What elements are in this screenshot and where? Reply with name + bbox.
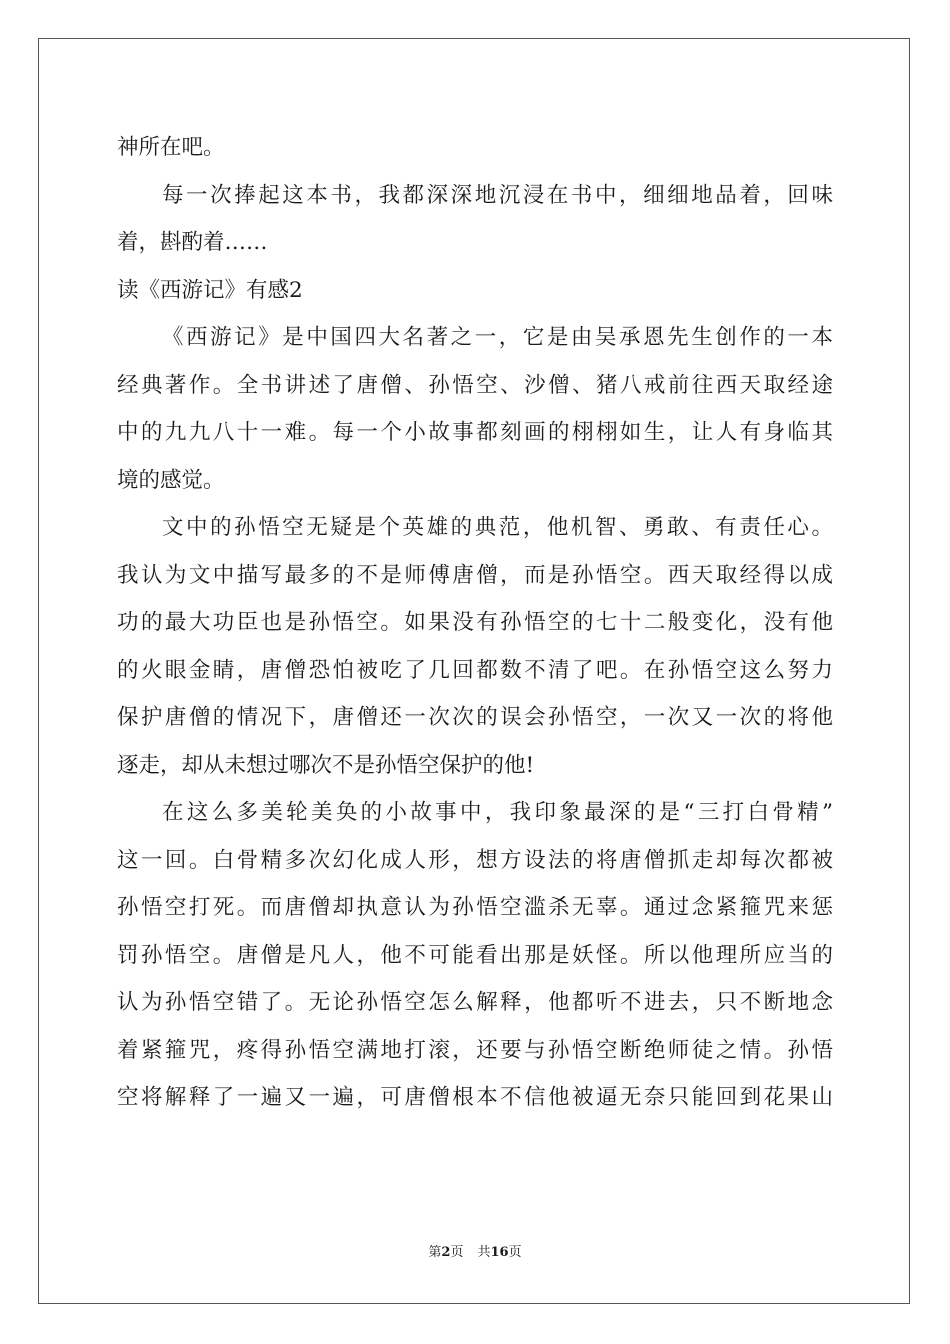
text-line: 认为孙悟空错了。无论孙悟空怎么解释，他都听不进去，只不断地念 <box>117 990 833 1015</box>
section-heading: 读《西游记》有感2 <box>117 277 303 303</box>
text-line: 境的感觉。 <box>117 467 225 493</box>
text-line: 我认为文中描写最多的不是师傅唐僧，而是孙悟空。西天取经得以成 <box>117 562 833 588</box>
page-footer <box>0 1244 950 1262</box>
text-line: 功的最大功臣也是孙悟空。如果没有孙悟空的七十二般变化，没有他 <box>117 610 833 635</box>
document-body <box>117 124 833 1122</box>
page-number: 2 <box>441 1245 451 1260</box>
text-line: 神所在吧。 <box>117 135 225 160</box>
text-line: 经典著作。全书讲述了唐僧、孙悟空、沙僧、猪八戒前往西天取经途 <box>117 372 833 398</box>
total-prefix: 共 <box>477 1245 491 1260</box>
total-pages: 16 <box>490 1245 509 1260</box>
text-line: 空将解释了一遍又一遍，可唐僧根本不信他被逼无奈只能回到花果山 <box>117 1085 833 1110</box>
text-line: 着紧箍咒，疼得孙悟空满地打滚，还要与孙悟空断绝师徒之情。孙悟 <box>117 1037 833 1063</box>
text-line: 罚孙悟空。唐僧是凡人，他不可能看出那是妖怪。所以他理所应当的 <box>117 942 833 968</box>
page-suffix: 页 <box>450 1245 464 1260</box>
page-prefix: 第 <box>428 1245 442 1260</box>
paragraph-first-line: 文中的孙悟空无疑是个英雄的典范，他机智、勇敢、有责任心。 <box>162 515 833 540</box>
paragraph-first-line: 在这么多美轮美奂的小故事中，我印象最深的是“三打白骨精” <box>162 800 833 825</box>
text-line: 中的九九八十一难。每一个小故事都刻画的栩栩如生，让人有身临其 <box>117 420 833 445</box>
text-line: 保护唐僧的情况下，唐僧还一次次的误会孙悟空，一次又一次的将他 <box>117 705 833 730</box>
text-line: 逐走，却从未想过哪次不是孙悟空保护的他! <box>117 752 535 778</box>
text-line: 这一回。白骨精多次幻化成人形，想方设法的将唐僧抓走却每次都被 <box>117 847 833 873</box>
paragraph-first-line: 《西游记》是中国四大名著之一，它是由吴承恩先生创作的一本 <box>162 325 833 350</box>
text-line: 的火眼金睛，唐僧恐怕被吃了几回都数不清了吧。在孙悟空这么努力 <box>117 657 833 683</box>
paragraph-first-line: 每一次捧起这本书，我都深深地沉浸在书中，细细地品着，回味 <box>162 182 833 208</box>
text-line: 着，斟酌着…… <box>117 230 268 255</box>
total-suffix: 页 <box>508 1245 522 1260</box>
text-line: 孙悟空打死。而唐僧却执意认为孙悟空滥杀无辜。通过念紧箍咒来惩 <box>117 895 833 920</box>
